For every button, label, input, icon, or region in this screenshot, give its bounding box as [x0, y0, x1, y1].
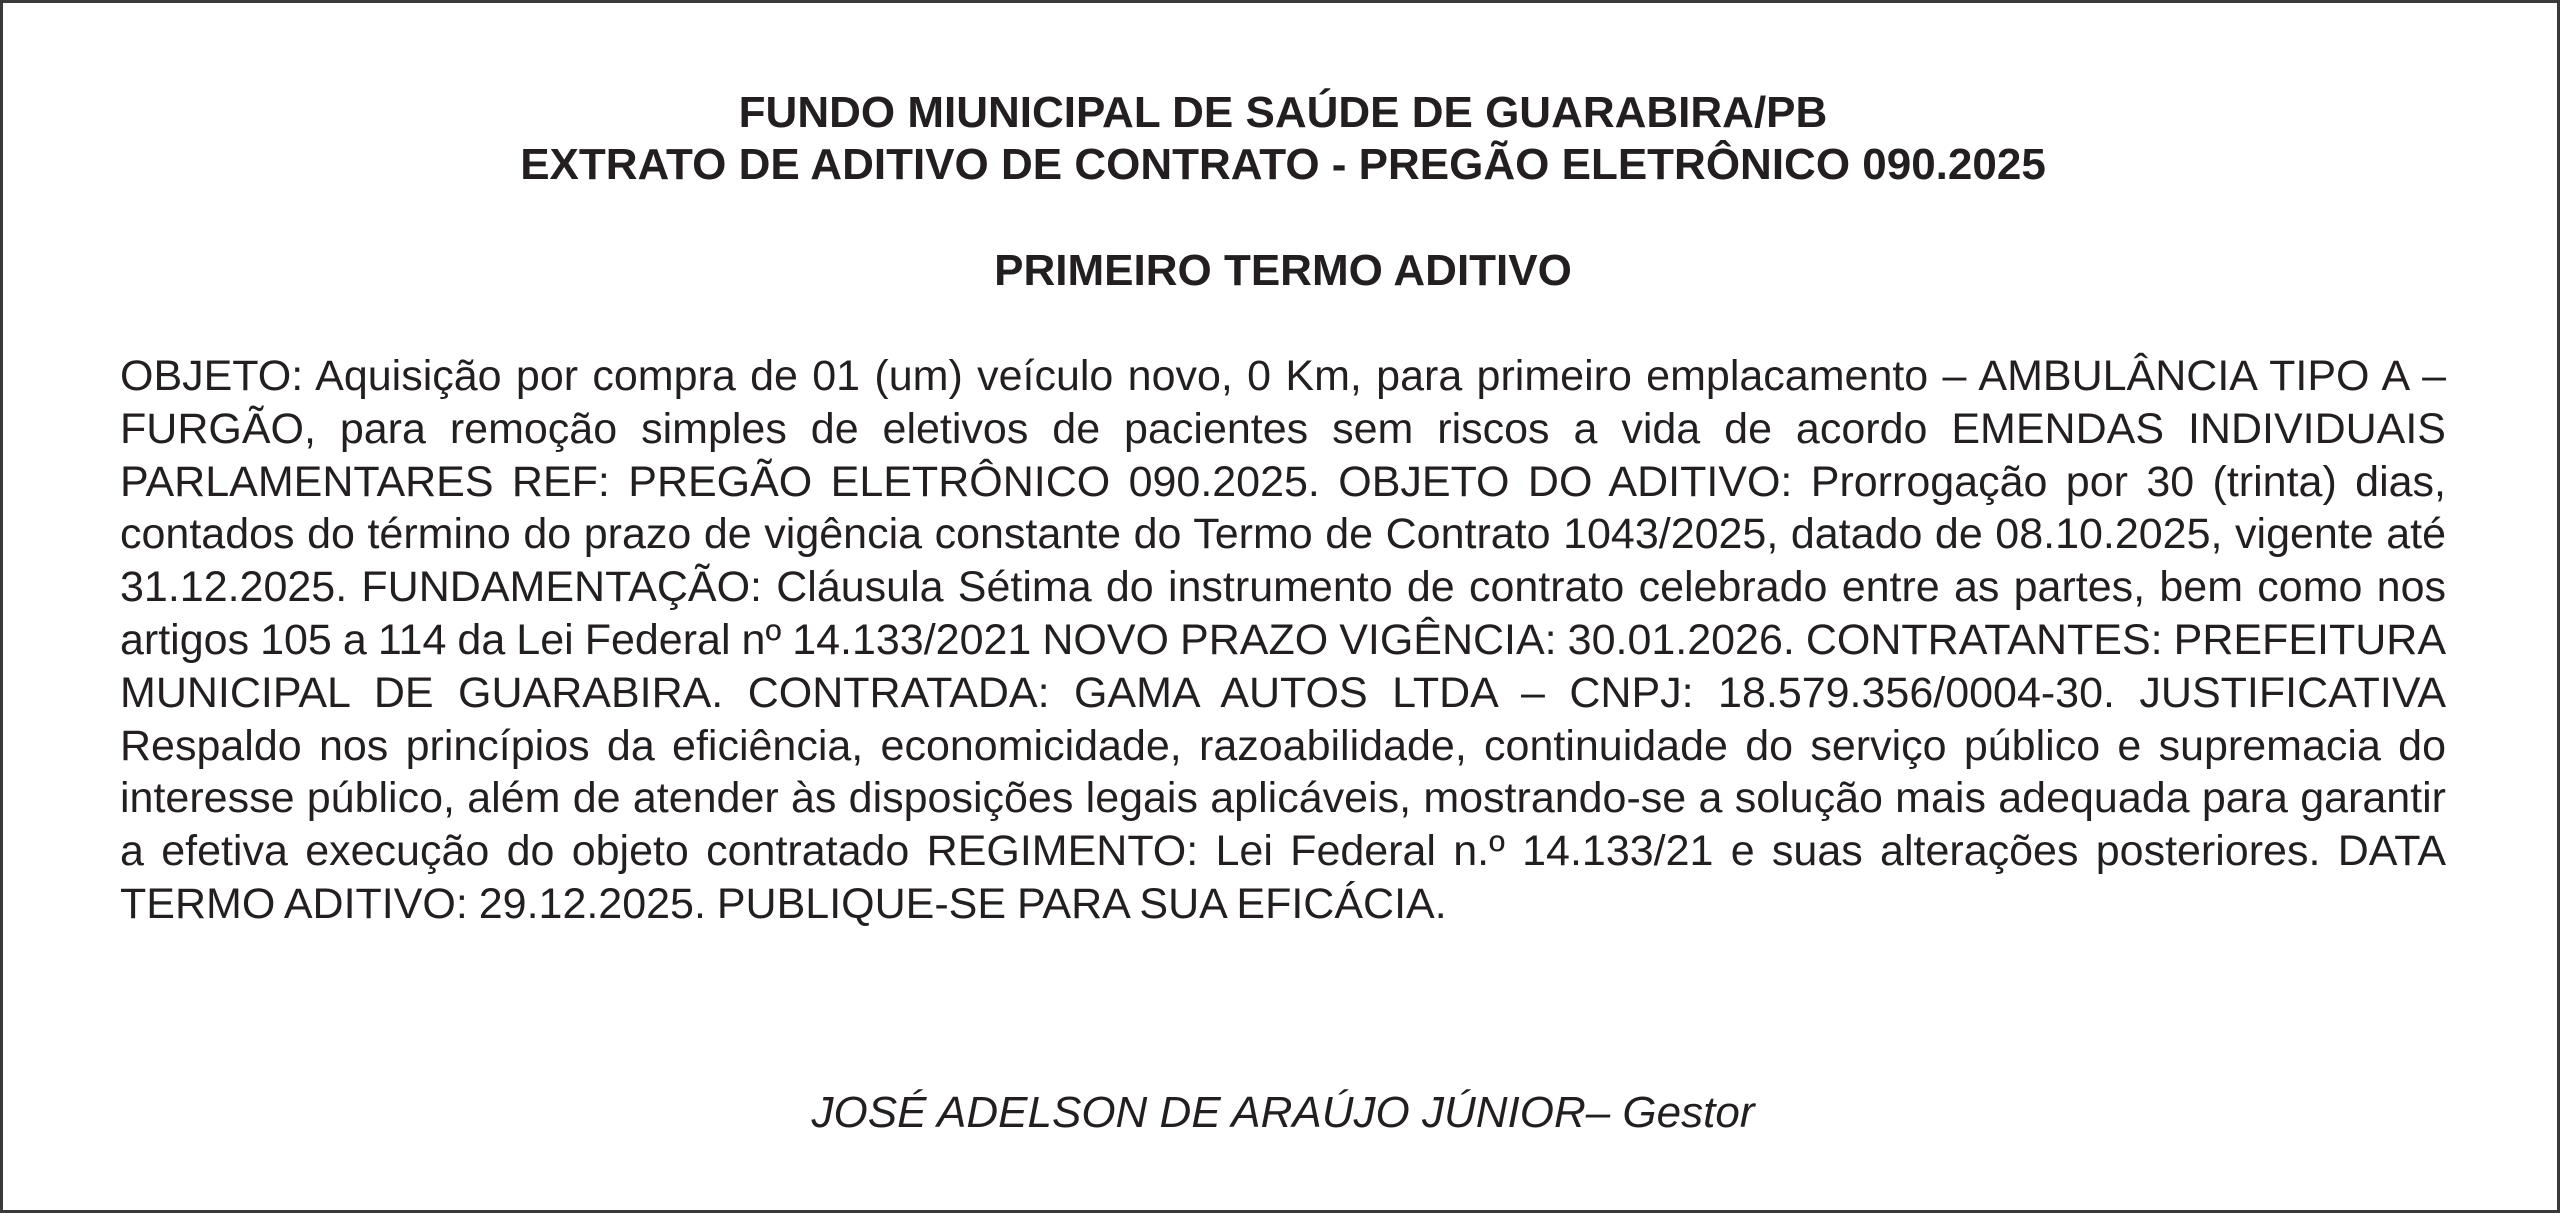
document-subtitle: PRIMEIRO TERMO ADITIVO	[994, 246, 1572, 295]
header-line-1: FUNDO MIUNICIPAL DE SAÚDE DE GUARABIRA/PB	[738, 88, 1828, 137]
signature-line: JOSÉ ADELSON DE ARAÚJO JÚNIOR– Gestor	[811, 1088, 1755, 1137]
document-body: OBJETO: Aquisição por compra de 01 (um) veículo novo, 0 Km, para primeiro emplacamento – AMBULÂNCIA TIPO A – FURGÃO, para remoção simples de eletivos de pacientes sem riscos a vida de acordo EMENDAS INDIVIDUAIS PARLAMENTARES REF: PREGÃO ELETRÔNICO 090.2025. OBJETO DO ADITIVO: Prorrogação por 30 (trinta) dias, contados do término do prazo de vigência constante do Termo de Contrato 1043/2025, datado de 08.10.2025, vigente até 31.12.2025. FUNDAMENTAÇÃO: Cláusula Sétima do instrumento de contrato celebrado entre as partes, bem como nos artigos 105 a 114 da Lei Federal nº 14.133/2021 NOVO PRAZO VIGÊNCIA: 30.01.2026. CONTRATANTES: PREFEITURA MUNICIPAL DE GUARABIRA. CONTRATADA: GAMA AUTOS LTDA – CNPJ: 18.579.356/0004-30. JUSTIFICATIVA Respaldo nos princípios da eficiência, economicidade, razoabilidade, continuidade do serviço público e supremacia do interesse público, além de atender às disposições legais aplicáveis, mostrando-se a solução mais adequada para garantir a efetiva execução do objeto contratado REGIMENTO: Lei Federal n.º 14.133/21 e suas alterações posteriores. DATA TERMO ADITIVO: 29.12.2025. PUBLIQUE-SE PARA SUA EFICÁCIA.	[120, 352, 2446, 928]
document-header	[3, 87, 2560, 191]
header-line-2: EXTRATO DE ADITIVO DE CONTRATO - PREGÃO ELETRÔNICO 090.2025	[520, 140, 2046, 189]
